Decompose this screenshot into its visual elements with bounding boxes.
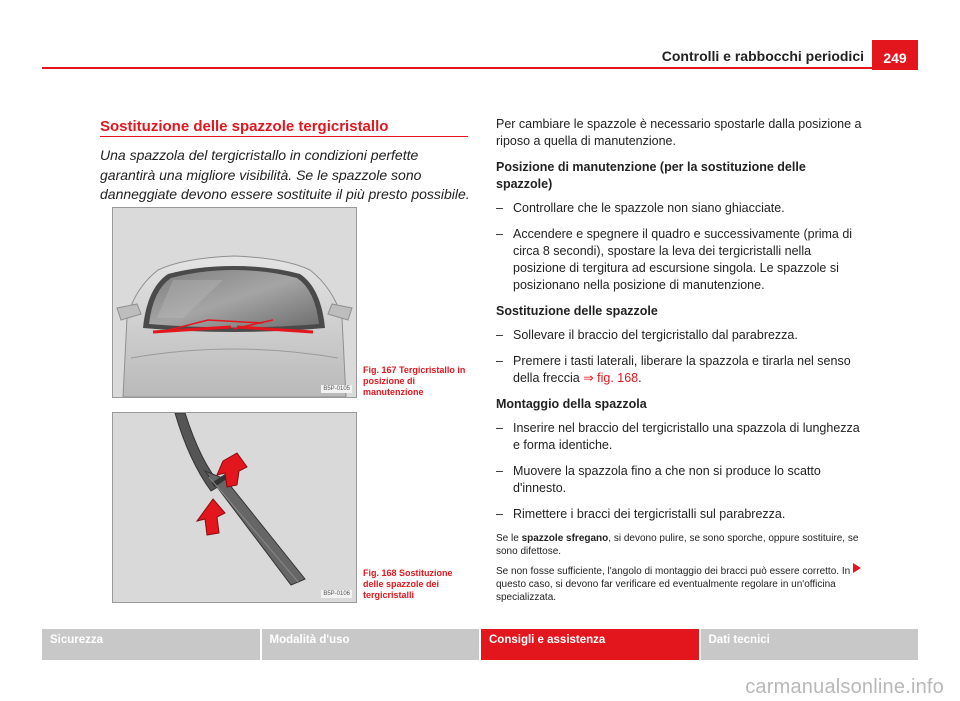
wiper-blade-illustration [113,413,356,602]
figure-code: B5P-0106 [323,591,350,597]
figure-167-windshield [112,207,357,398]
running-header-title: Controlli e rabbocchi periodici [661,48,864,64]
tab-dati-tecnici[interactable]: Dati tecnici [701,629,919,660]
page-number: 249 [872,40,918,70]
list-item: – Rimettere i bracci dei tergicristalli sul parabrezza. [496,507,786,521]
list-item: – Controllare che le spazzole non siano ghiacciate. [496,201,785,215]
car-front-illustration [113,208,356,397]
tab-sicurezza[interactable]: Sicurezza [42,629,260,660]
figure-code: B5P-0105 [323,386,350,392]
note-arm-angle: Se non fosse sufficiente, l'angolo di montaggio dei bracci può essere corretto. In questo caso, si devono far verificare ed eventualmente regolare in un'officina specializzata. [496,566,851,603]
chapter-tabs [42,629,918,660]
list-item: – Muovere la spazzola fino a che non si produce lo scatto d'innesto. [496,464,821,495]
mounting-heading: Montaggio della spazzola [496,397,647,411]
watermark: carmanualsonline.info [745,676,944,698]
replacement-heading: Sostituzione delle spazzole [496,304,658,318]
figure-167-caption: Fig. 167 Tergicristallo in posizione di manutenzione [363,365,466,397]
list-item: – Inserire nel braccio del tergicristallo una spazzola di lunghezza e forma identiche. [496,421,860,452]
continue-arrow-icon [853,563,861,573]
tab-modalita-duso[interactable]: Modalità d'uso [262,629,480,660]
section-title: Sostituzione delle spazzole tergicristallo [100,118,389,135]
note-wiper-smear: Se le spazzole sfregano, si devono pulire, se sono sporche, oppure sostituire, se sono difettose. [496,533,859,557]
list-item: – Accendere e spegnere il quadro e successivamente (prima di circa 8 secondi), spostare la leva dei tergicristalli nella posizione di tergitura ad escursione singola. Le spazzole si posizionano nella posizione di manutenzione. [496,227,853,292]
instructions-column [496,116,862,611]
figure-168-caption: Fig. 168 Sostituzione delle spazzole dei tergicristalli [363,568,453,600]
body-intro: Per cambiare le spazzole è necessario spostarle dalla posizione a riposo a quella di manutenzione. [496,117,862,148]
section-intro: Una spazzola del tergicristallo in condizioni perfette garantirà una migliore visibilità. Se le spazzole sono danneggiate devono essere sostituite il più presto possibile. [100,147,470,202]
list-item: – Premere i tasti laterali, liberare la spazzola e tirarla nel senso della freccia ⇒ fig. 168. [496,354,851,385]
tab-consigli-e-assistenza[interactable]: Consigli e assistenza [481,629,699,660]
figure-168-wiper-replacement [112,412,357,603]
maintenance-heading: Posizione di manutenzione (per la sostituzione delle spazzole) [496,160,806,191]
section-rule [100,136,468,137]
figure-168-link[interactable]: ⇒ fig. 168 [583,371,639,385]
header-rule [42,67,918,69]
list-item: – Sollevare il braccio del tergicristallo dal parabrezza. [496,328,798,342]
